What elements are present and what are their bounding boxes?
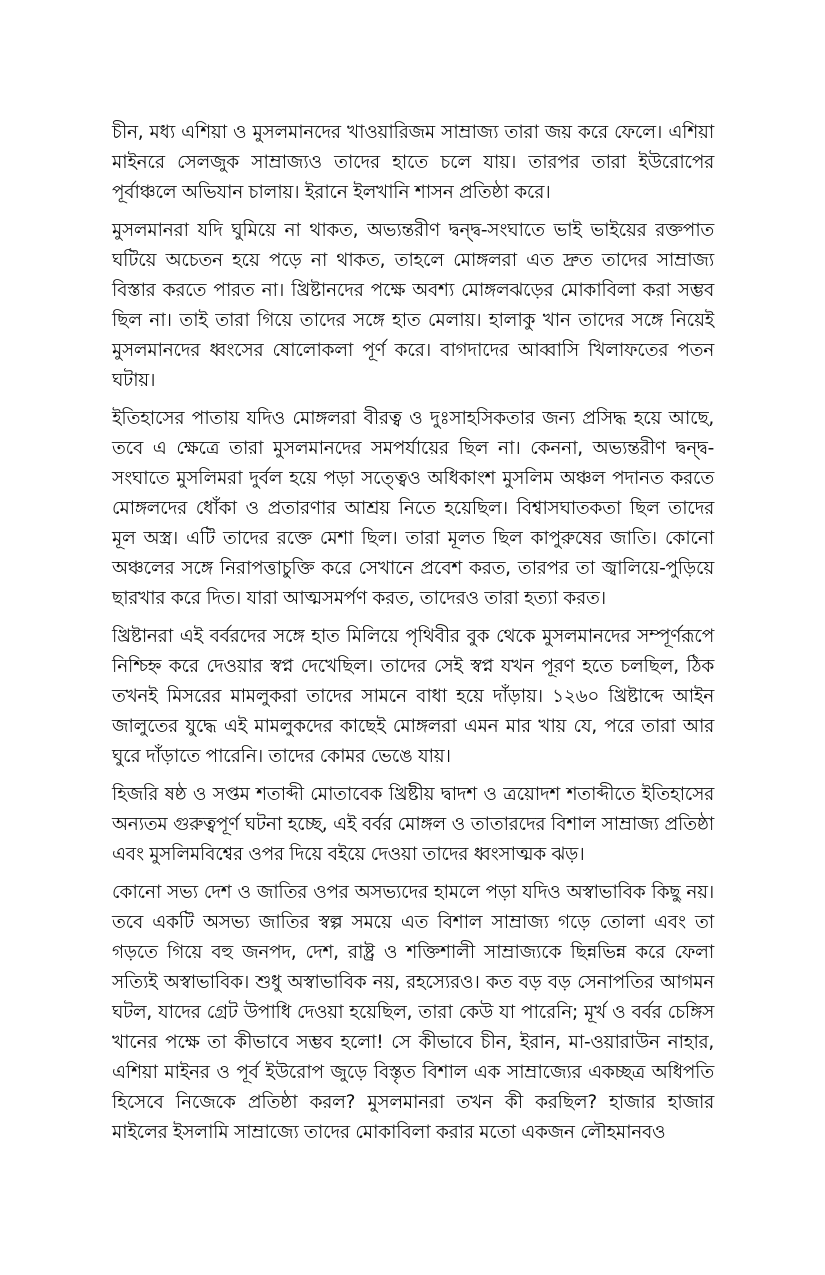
paragraph-4: খ্রিষ্টানরা এই বর্বরদের সঙ্গে হাত মিলিয়ে পৃথিবীর বুক থেকে মুসলমানদের সম্পূর্ণরূপে নিশ্চিহ্ন করে দেওয়ার স্বপ্ন দেখেছিল। তাদের সেই স্বপ্ন যখন পূরণ হতে চলছিল, ঠিক তখনই মিসরের মামলুকরা তাদের সামনে বাধা হয়ে দাঁড়ায়। ১২৬০ খ্রিষ্টাব্দে আইন জালুতের যুদ্ধে এই মামলুকদের কাছেই মোঙ্গলরা এমন মার খায় যে, পরে তারা আর ঘুরে দাঁড়াতে পারেনি। তাদের কোমর ভেঙে যায়।	[112, 626, 714, 767]
document-page	[112, 118, 714, 1156]
paragraph-6: কোনো সভ্য দেশ ও জাতির ওপর অসভ্যদের হামলে পড়া যদিও অস্বাভাবিক কিছু নয়। তবে একটি অসভ্য জাতির স্বল্প সময়ে এত বিশাল সাম্রাজ্য গড়ে তোলা এবং তা গড়তে গিয়ে বহু জনপদ, দেশ, রাষ্ট্র ও শক্তিশালী সাম্রাজ্যকে ছিন্নভিন্ন করে ফেলা সত্যিই অস্বাভাবিক। শুধু অস্বাভাবিক নয়, রহস্যেরও। কত বড় বড় সেনাপতির আগমন ঘটল, যাদের গ্রেট উপাধি দেওয়া হয়েছিল, তারা কেউ যা পারেনি; মূর্খ ও বর্বর চেঙ্গিস খানের পক্ষে তা কীভাবে সম্ভব হলো! সে কীভাবে চীন, ইরান, মা-ওয়ারাউন নাহার, এশিয়া মাইনর ও পূর্ব ইউরোপ জুড়ে বিস্তৃত বিশাল এক সাম্রাজ্যের একচ্ছত্র অধিপতি হিসেবে নিজেকে প্রতিষ্ঠা করল? মুসলমানরা তখন কী করছিল? হাজার হাজার মাইলের ইসলামি সাম্রাজ্যে তাদের মোকাবিলা করার মতো একজন লৌহমানবও	[112, 882, 714, 1143]
paragraph-2: মুসলমানরা যদি ঘুমিয়ে না থাকত, অভ্যন্তরীণ দ্বন্দ্ব-সংঘাতে ভাই ভাইয়ের রক্তপাত ঘটিয়ে অচেতন হয়ে পড়ে না থাকত, তাহলে মোঙ্গলরা এত দ্রুত তাদের সাম্রাজ্য বিস্তার করতে পারত না। খ্রিষ্টানদের পক্ষে অবশ্য মোঙ্গলঝড়ের মোকাবিলা করা সম্ভব ছিল না। তাই তারা গিয়ে তাদের সঙ্গে হাত মেলায়। হালাকু খান তাদের সঙ্গে নিয়েই মুসলমানদের ধ্বংসের ষোলোকলা পূর্ণ করে। বাগদাদের আব্বাসি খিলাফতের পতন ঘটায়।	[112, 220, 714, 391]
paragraph-3: ইতিহাসের পাতায় যদিও মোঙ্গলরা বীরত্ব ও দুঃসাহসিকতার জন্য প্রসিদ্ধ হয়ে আছে, তবে এ ক্ষেত্রে তারা মুসলমানদের সমপর্যায়ের ছিল না। কেননা, অভ্যন্তরীণ দ্বন্দ্ব-সংঘাতে মুসলিমরা দুর্বল হয়ে পড়া সত্ত্বেও অধিকাংশ মুসলিম অঞ্চল পদানত করতে মোঙ্গলদের ধোঁকা ও প্রতারণার আশ্রয় নিতে হয়েছিল। বিশ্বাসঘাতকতা ছিল তাদের মূল অস্ত্র। এটি তাদের রক্তে মেশা ছিল। তারা মূলত ছিল কাপুরুষের জাতি। কোনো অঞ্চলের সঙ্গে নিরাপত্তাচুক্তি করে সেখানে প্রবেশ করত, তারপর তা জ্বালিয়ে-পুড়িয়ে ছারখার করে দিত। যারা আত্মসমর্পণ করত, তাদেরও তারা হত্যা করত।	[112, 408, 714, 609]
paragraph-5: হিজরি ষষ্ঠ ও সপ্তম শতাব্দী মোতাবেক খ্রিষ্টীয় দ্বাদশ ও ত্রয়োদশ শতাব্দীতে ইতিহাসের অন্যতম গুরুত্বপূর্ণ ঘটনা হচ্ছে, এই বর্বর মোঙ্গল ও তাতারদের বিশাল সাম্রাজ্য প্রতিষ্ঠা এবং মুসলিমবিশ্বের ওপর দিয়ে বইয়ে দেওয়া তাদের ধ্বংসাত্মক ঝড়।	[112, 784, 714, 865]
paragraph-1: চীন, মধ্য এশিয়া ও মুসলমানদের খাওয়ারিজম সাম্রাজ্য তারা জয় করে ফেলে। এশিয়া মাইনরে সেলজুক সাম্রাজ্যও তাদের হাতে চলে যায়। তারপর তারা ইউরোপের পূর্বাঞ্চলে অভিযান চালায়। ইরানে ইলখানি শাসন প্রতিষ্ঠা করে।	[112, 122, 714, 203]
